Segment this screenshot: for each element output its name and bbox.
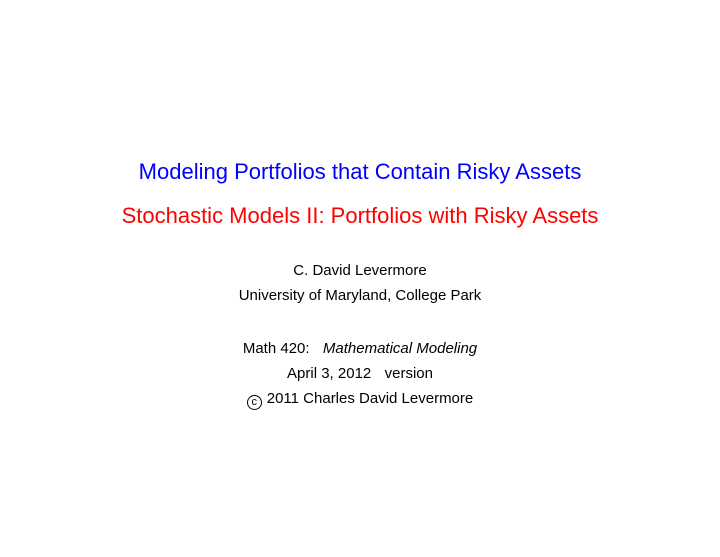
copyright-line: [0, 389, 720, 410]
course-prefix: Math 420:: [242, 340, 310, 357]
copyright-icon: c: [247, 395, 262, 410]
course-line: [0, 339, 720, 359]
affiliation-line: [0, 286, 720, 306]
affiliation-text: University of Maryland, College Park: [238, 287, 482, 304]
author-name: C. David Levermore: [293, 262, 427, 279]
slide-subtitle-text: Stochastic Models II: Portfolios with Risky Assets: [121, 203, 599, 228]
slide-title: [0, 157, 720, 187]
copyright-text: 2011 Charles David Levermore: [266, 390, 474, 407]
version-word: version: [384, 365, 433, 382]
slide-title-text: Modeling Portfolios that Contain Risky Assets: [138, 159, 582, 184]
author-line: [0, 261, 720, 281]
course-name: Mathematical Modeling: [322, 340, 478, 357]
version-line: [0, 364, 720, 384]
slide-subtitle: [0, 201, 720, 231]
version-date: April 3, 2012: [287, 365, 372, 382]
